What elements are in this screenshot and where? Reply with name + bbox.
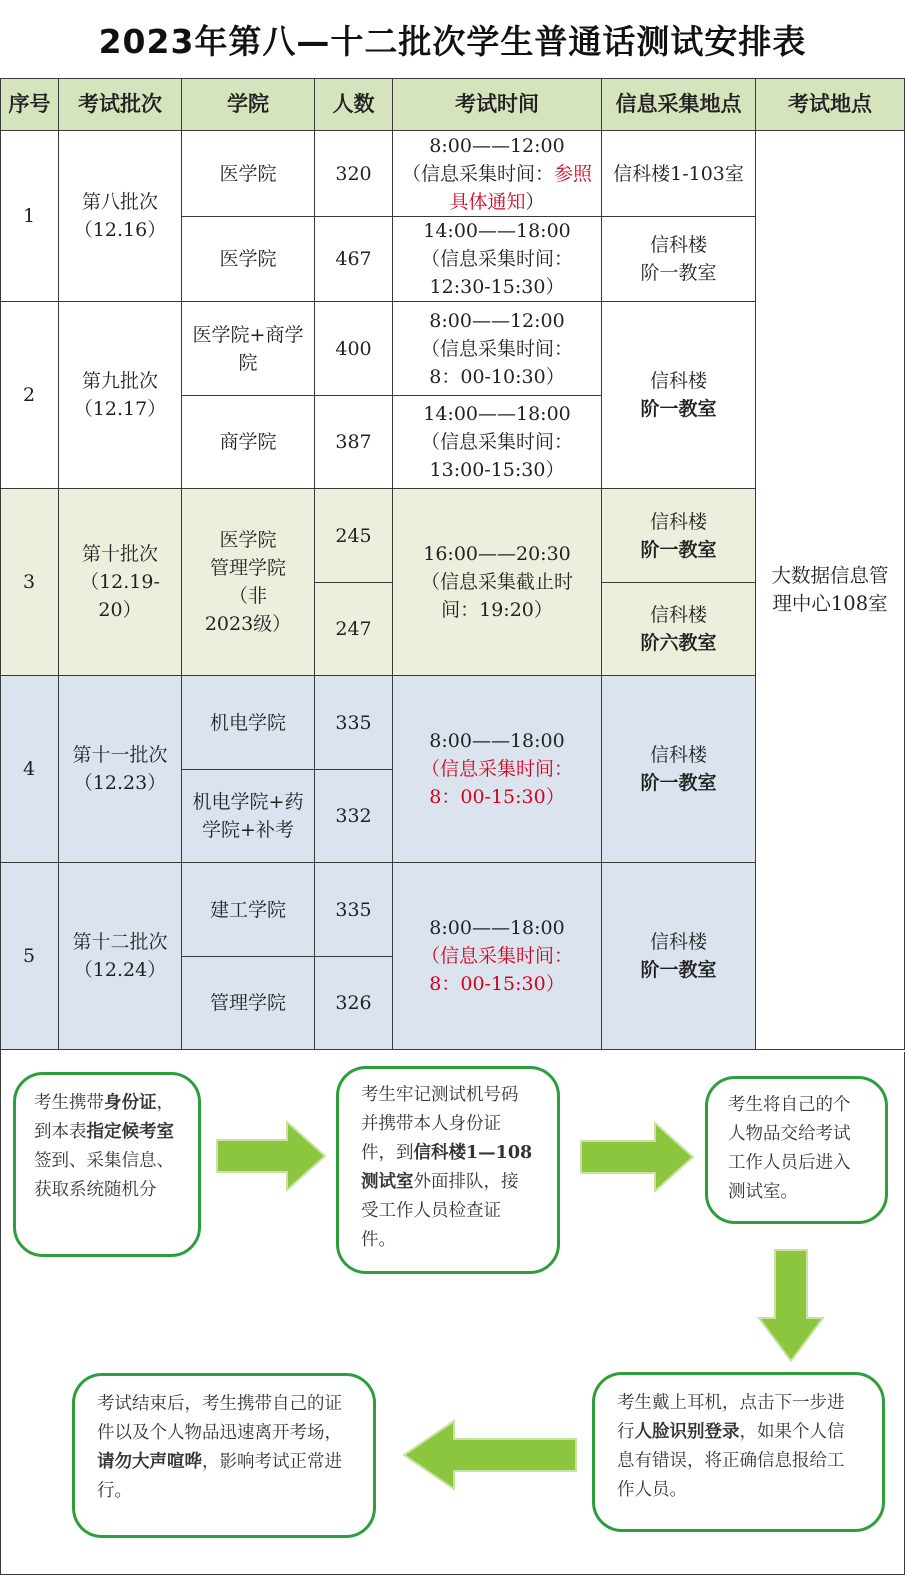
- row4-time: [393, 676, 602, 863]
- row3-note1: （信息采集截止时: [420, 571, 573, 593]
- step1-text1: 考生携带: [34, 1093, 104, 1113]
- row3b-count: 247: [315, 583, 393, 676]
- row2-loc1: 信科楼: [649, 370, 707, 392]
- row5-no: 5: [0, 863, 59, 1050]
- row5-time: [393, 863, 602, 1050]
- row2-batch-date: （12.17）: [73, 398, 167, 420]
- row3-batch-date: （12.19-20）: [80, 571, 160, 621]
- step4-bold1: 人脸识别登录: [634, 1422, 740, 1442]
- row1a-note-end: ）: [525, 190, 545, 213]
- row1b-info-location: [602, 217, 756, 302]
- row5-batch-name: 第十二批次: [72, 931, 168, 953]
- flow-step-3: 考生将自己的个人物品交给考试工作人员后进入测试室。: [705, 1076, 888, 1224]
- row3b-info-location: [602, 583, 756, 676]
- row1-batch: [59, 131, 182, 302]
- row4-note1: （信息采集时间：: [420, 758, 573, 780]
- row1b-note1: （信息采集时间：: [420, 248, 573, 270]
- row1b-time-range: 14:00——18:00: [423, 220, 571, 242]
- arrow-right-1-icon: [215, 1120, 327, 1192]
- row2b-college: 商学院: [182, 396, 315, 489]
- flow-step-2: [336, 1066, 560, 1274]
- row3a-loc2: 阶一教室: [640, 538, 717, 561]
- row2a-time-range: 8:00——12:00: [429, 309, 565, 332]
- row1-batch-name: 第八批次: [81, 191, 158, 213]
- header-no: 序号: [0, 78, 59, 131]
- row4-batch-name: 第十一批次: [72, 744, 168, 766]
- step2-bold1: 信科楼1—108测试室: [361, 1143, 533, 1192]
- row1a-note: （信息采集时间：: [401, 162, 554, 185]
- row2a-note2: 8：00-10:30）: [429, 365, 565, 388]
- row1b-loc1: 信科楼: [649, 234, 707, 256]
- row1b-time: [393, 217, 602, 302]
- page-title: 2023年第八—十二批次学生普通话测试安排表: [98, 22, 807, 61]
- row1b-count: 467: [315, 217, 393, 302]
- row3-college: [182, 489, 315, 676]
- step2-text2: 外面排队，接受工作人员检查证件。: [361, 1172, 519, 1250]
- step2-text1: 考生牢记测试机号码并携带本人身份证件，到: [361, 1085, 519, 1163]
- row2a-time: [393, 302, 602, 396]
- flow-step-1: [13, 1072, 201, 1257]
- row3-time: [393, 489, 602, 676]
- row5-note1: （信息采集时间：: [420, 945, 573, 967]
- row4a-college: 机电学院: [182, 676, 315, 770]
- row4-loc1: 信科楼: [649, 744, 707, 766]
- row2-batch: [59, 302, 182, 489]
- row1-batch-date: （12.16）: [73, 219, 167, 241]
- row4-no: 4: [0, 676, 59, 863]
- row3a-info-location: [602, 489, 756, 583]
- row2a-count: 400: [315, 302, 393, 396]
- row5-time-range: 8:00——18:00: [429, 917, 565, 939]
- row2b-count: 387: [315, 396, 393, 489]
- step5-bold1: 请勿大声喧哗: [97, 1452, 202, 1472]
- row1b-loc2: 阶一教室: [640, 262, 717, 284]
- row4a-count: 335: [315, 676, 393, 770]
- row5-loc2: 阶一教室: [640, 959, 717, 981]
- row1a-time-range: 8:00——12:00: [429, 134, 565, 157]
- row2-loc2: 阶一教室: [640, 398, 717, 420]
- row4-loc2: 阶一教室: [640, 772, 717, 794]
- row4-time-range: 8:00——18:00: [429, 730, 565, 752]
- row3a-count: 245: [315, 489, 393, 583]
- row3-no: 3: [0, 489, 59, 676]
- arrow-right-2-icon: [579, 1121, 695, 1193]
- row3-batch: [59, 489, 182, 676]
- row1b-note2: 12:30-15:30）: [429, 276, 565, 298]
- row3-college1: 医学院: [219, 529, 277, 551]
- row3-batch-name: 第十批次: [81, 543, 158, 565]
- row3-college3: （非: [228, 585, 267, 607]
- row5-info-location: [602, 863, 756, 1050]
- row2-batch-name: 第九批次: [81, 370, 158, 392]
- row3-note2: 间：19:20）: [441, 599, 553, 621]
- step5-text2: ，影响考试正常进行。: [97, 1452, 342, 1501]
- row1a-college: 医学院: [182, 131, 315, 217]
- row2-no: 2: [0, 302, 59, 489]
- header-batch: 考试批次: [59, 78, 182, 131]
- row2-info-location: [602, 302, 756, 489]
- row3-time-range: 16:00——20:30: [423, 543, 571, 565]
- row5b-count: 326: [315, 957, 393, 1050]
- row5a-college: 建工学院: [182, 863, 315, 957]
- row5-loc1: 信科楼: [649, 931, 707, 953]
- row3a-loc1: 信科楼: [649, 510, 707, 533]
- row3-college4: 2023级）: [204, 613, 292, 635]
- row3-college2: 管理学院: [209, 557, 286, 579]
- row1a-count: 320: [315, 131, 393, 217]
- arrow-left-icon: [402, 1419, 578, 1491]
- flow-step-4: [592, 1372, 885, 1532]
- row1a-time: [393, 131, 602, 217]
- row4-batch-date: （12.23）: [73, 772, 167, 794]
- row5a-count: 335: [315, 863, 393, 957]
- arrow-down-icon: [757, 1248, 825, 1363]
- row3b-loc1: 信科楼: [649, 604, 707, 626]
- row1a-note-red: 参照具体通知: [449, 162, 593, 213]
- header-exam-location: 考试地点: [756, 78, 905, 131]
- row2b-note2: 13:00-15:30）: [429, 459, 565, 481]
- row4b-college: 机电学院+药学院+补考: [182, 770, 315, 863]
- step1-text2: ，到本表: [34, 1093, 174, 1142]
- header-info-location: 信息采集地点: [602, 78, 756, 131]
- row2b-time-range: 14:00——18:00: [423, 403, 571, 425]
- row2b-time: [393, 396, 602, 489]
- row4-info-location: [602, 676, 756, 863]
- step4-text2: ，如果个人信息有错误，将正确信息报给工作人员。: [617, 1422, 845, 1500]
- flow-step-5: [72, 1373, 376, 1538]
- row5-batch-date: （12.24）: [73, 959, 167, 981]
- row4b-count: 332: [315, 770, 393, 863]
- step4-text1: 考生戴上耳机，点击下一步进行: [617, 1393, 845, 1442]
- row2a-note1: （信息采集时间：: [420, 337, 573, 360]
- row5b-college: 管理学院: [182, 957, 315, 1050]
- row2b-note1: （信息采集时间：: [420, 431, 573, 453]
- row3b-loc2: 阶六教室: [640, 632, 717, 654]
- row1-no: 1: [0, 131, 59, 302]
- step5-text1: 考试结束后，考生携带自己的证件以及个人物品迅速离开考场，: [97, 1394, 342, 1443]
- row4-note2: 8：00-15:30）: [429, 786, 565, 808]
- step1-text3: 签到、采集信息、获取系统随机分: [34, 1151, 174, 1200]
- row5-note2: 8：00-15:30）: [429, 973, 565, 995]
- header-count: 人数: [315, 78, 393, 131]
- row1a-info-location: 信科楼1-103室: [602, 131, 756, 217]
- row4-batch: [59, 676, 182, 863]
- step1-bold1: 身份证: [104, 1093, 157, 1113]
- header-time: 考试时间: [393, 78, 602, 131]
- row2a-college: 医学院+商学院: [182, 302, 315, 396]
- exam-location: 大数据信息管理中心108室: [756, 131, 905, 1050]
- step1-bold2: 指定候考室: [86, 1122, 174, 1142]
- header-college: 学院: [182, 78, 315, 131]
- row1b-college: 医学院: [182, 217, 315, 302]
- row5-batch: [59, 863, 182, 1050]
